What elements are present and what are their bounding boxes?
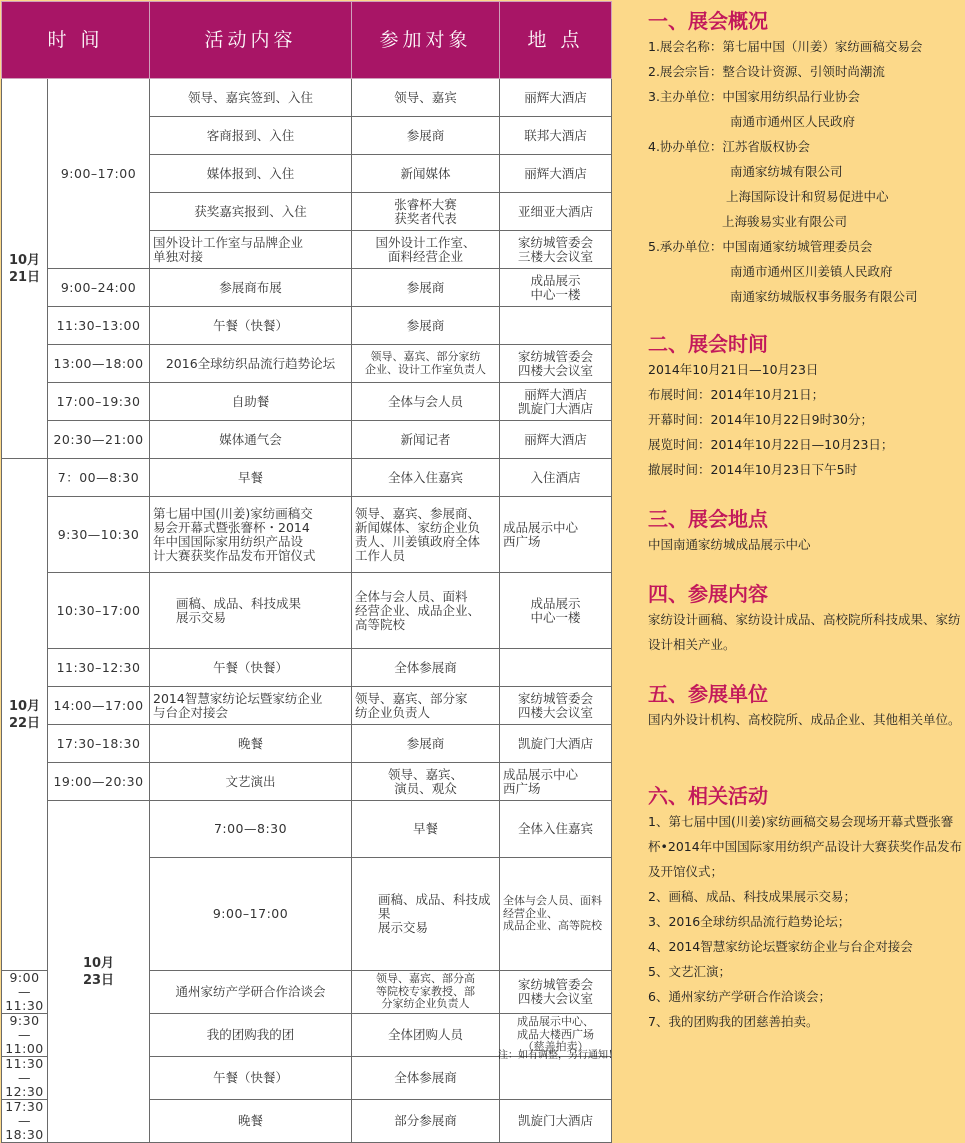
content-cell: 午餐（快餐）	[150, 1057, 352, 1100]
info-panel	[648, 8, 963, 1029]
time-cell: 17:00–19:30	[48, 383, 150, 421]
info-line: 上海国际设计和贸易促进中心	[726, 189, 889, 204]
section-title: 六、相关活动	[648, 784, 768, 808]
venue-cell: 成品展示 中心一楼	[500, 573, 612, 649]
content-cell: 画稿、成品、科技成果 展示交易	[150, 573, 352, 649]
participants-cell: 张睿杯大赛 获奖者代表	[352, 193, 500, 231]
info-line: 南通家纺城有限公司	[730, 164, 843, 179]
time-cell: 7:00—8:30	[150, 801, 352, 858]
header-time: 时 间	[2, 2, 150, 79]
participants-cell: 参展商	[352, 117, 500, 155]
activity-item: 3、2016全球纺织品流行趋势论坛；	[648, 914, 851, 929]
participants-cell: 领导、嘉宾、部分家纺 企业、设计工作室负责人	[352, 345, 500, 383]
section-title: 二、展会时间	[648, 332, 768, 356]
info-line: 5.承办单位：中国南通家纺城管理委员会	[648, 239, 873, 254]
content-cell: 媒体报到、入住	[150, 155, 352, 193]
section-title: 五、参展单位	[648, 682, 768, 706]
time-cell: 11:30—12:30	[2, 1057, 48, 1100]
content-cell: 媒体通气会	[150, 421, 352, 459]
table-row	[2, 763, 612, 801]
time-cell: 13:00—18:00	[48, 345, 150, 383]
venue-cell: 凯旋门大酒店	[500, 725, 612, 763]
table-row	[2, 421, 612, 459]
time-cell: 9:00–17:00	[150, 858, 352, 971]
participants-cell: 参展商	[352, 307, 500, 345]
info-line: 南通市通州区川姜镇人民政府	[730, 264, 893, 279]
activity-item: 7、我的团购我的团慈善拍卖。	[648, 1014, 819, 1029]
time-cell: 9:00—11:30	[2, 971, 48, 1014]
participants-cell: 全体入住嘉宾	[352, 459, 500, 497]
day-label: 10月 23日	[48, 801, 150, 1143]
time-cell: 19:00—20:30	[48, 763, 150, 801]
time-cell: 7：00—8:30	[48, 459, 150, 497]
content-cell: 自助餐	[150, 383, 352, 421]
info-line: 南通市通州区人民政府	[730, 114, 856, 129]
content-cell: 晚餐	[150, 1100, 352, 1143]
venue-cell: 成品展示中心 西广场	[500, 763, 612, 801]
venue-cell: 家纺城管委会 三楼大会议室	[500, 231, 612, 269]
day-label: 10月 22日	[2, 459, 48, 971]
info-line: 3.主办单位：中国家用纺织品行业协会	[648, 89, 860, 104]
activity-item: 6、通州家纺产学研合作洽谈会；	[648, 989, 831, 1004]
time-cell: 14:00—17:00	[48, 687, 150, 725]
info-line: 撤展时间：2014年10月23日下午5时	[648, 462, 858, 477]
participants-cell: 领导、嘉宾、部分家 纺企业负责人	[352, 687, 500, 725]
table-row	[2, 79, 612, 117]
table-row	[2, 801, 612, 858]
participants-cell: 全体参展商	[352, 1057, 500, 1100]
footnote: 注：如有调整，另行通知！	[498, 1050, 618, 1061]
content-cell: 晚餐	[150, 725, 352, 763]
schedule-table	[1, 1, 612, 1143]
participants-cell: 全体入住嘉宾	[500, 801, 612, 858]
time-cell: 11:30–13:00	[48, 307, 150, 345]
table-row	[2, 687, 612, 725]
venue-cell: 入住酒店	[500, 459, 612, 497]
participants-cell: 国外设计工作室、 面料经营企业	[352, 231, 500, 269]
info-line: 2014年10月21日—10月23日	[648, 362, 819, 377]
activity-item: 1、第七届中国(川姜)家纺画稿交易会现场开幕式暨张謇杯•2014年中国国际家用纺织产品设计大赛获奖作品发布及开馆仪式；	[648, 814, 963, 879]
info-line: 2.展会宗旨：整合设计资源、引领时尚潮流	[648, 64, 885, 79]
venue-cell: 家纺城管委会 四楼大会议室	[500, 687, 612, 725]
venue-cell: 联邦大酒店	[500, 117, 612, 155]
venue-cell: 凯旋门大酒店	[500, 1100, 612, 1143]
participants-cell: 领导、嘉宾、 演员、观众	[352, 763, 500, 801]
participants-cell: 全体与会人员、面料经营企业、 成品企业、高等院校	[500, 858, 612, 971]
info-paragraph: 家纺设计画稿、家纺设计成品、高校院所科技成果、家纺设计相关产业。	[648, 612, 961, 652]
time-cell: 20:30—21:00	[48, 421, 150, 459]
content-cell: 参展商布展	[150, 269, 352, 307]
content-cell: 第七届中国(川姜)家纺画稿交 易会开幕式暨张謇杯・2014 年中国国际家用纺织产品设 计大赛获奖作品发布开馆仪式	[150, 497, 352, 573]
content-cell: 2016全球纺织品流行趋势论坛	[150, 345, 352, 383]
section-title: 一、展会概况	[648, 9, 768, 33]
content-cell: 获奖嘉宾报到、入住	[150, 193, 352, 231]
participants-cell: 新闻记者	[352, 421, 500, 459]
content-cell: 午餐（快餐）	[150, 307, 352, 345]
table-row	[2, 345, 612, 383]
info-line: 展览时间：2014年10月22日—10月23日；	[648, 437, 894, 452]
content-cell: 画稿、成品、科技成果 展示交易	[352, 858, 500, 971]
section-activities	[648, 783, 963, 1034]
participants-cell: 参展商	[352, 269, 500, 307]
participants-cell: 领导、嘉宾、部分高 等院校专家教授、部 分家纺企业负责人	[352, 971, 500, 1014]
venue-cell: 丽辉大酒店 凯旋门大酒店	[500, 383, 612, 421]
participants-cell: 全体团购人员	[352, 1014, 500, 1057]
table-row	[2, 383, 612, 421]
table-row	[2, 307, 612, 345]
activity-item: 5、文艺汇演；	[648, 964, 731, 979]
header-participants: 参加对象	[352, 2, 500, 79]
venue-cell	[500, 307, 612, 345]
header-content: 活动内容	[150, 2, 352, 79]
participants-cell: 全体参展商	[352, 649, 500, 687]
table-row	[2, 269, 612, 307]
venue-cell: 丽辉大酒店	[500, 155, 612, 193]
time-cell: 9:00–17:00	[48, 79, 150, 269]
participants-cell: 部分参展商	[352, 1100, 500, 1143]
info-line: 中国南通家纺城成品展示中心	[648, 537, 811, 552]
venue-cell: 成品展示 中心一楼	[500, 269, 612, 307]
venue-cell: 家纺城管委会 四楼大会议室	[500, 971, 612, 1014]
activity-item: 4、2014智慧家纺论坛暨家纺企业与台企对接会	[648, 939, 913, 954]
content-cell: 早餐	[150, 459, 352, 497]
content-cell: 文艺演出	[150, 763, 352, 801]
section-exhibitors	[648, 681, 963, 732]
time-cell: 11:30–12:30	[48, 649, 150, 687]
table-row	[2, 573, 612, 649]
participants-cell: 新闻媒体	[352, 155, 500, 193]
time-cell: 10:30–17:00	[48, 573, 150, 649]
venue-cell: 亚细亚大酒店	[500, 193, 612, 231]
content-cell: 领导、嘉宾签到、入住	[150, 79, 352, 117]
venue-cell: 丽辉大酒店	[500, 79, 612, 117]
venue-cell: 成品展示中心、 成品大楼西广场 （慈善拍卖）	[500, 1014, 612, 1057]
table-row	[2, 459, 612, 497]
venue-cell: 家纺城管委会 四楼大会议室	[500, 345, 612, 383]
content-cell: 通州家纺产学研合作洽谈会	[150, 971, 352, 1014]
info-line: 上海骏易实业有限公司	[722, 214, 848, 229]
info-line: 4.协办单位：江苏省版权协会	[648, 139, 810, 154]
header-venue: 地 点	[500, 2, 612, 79]
participants-cell: 参展商	[352, 725, 500, 763]
participants-cell: 全体与会人员	[352, 383, 500, 421]
day-label: 10月 21日	[2, 79, 48, 459]
time-cell: 17:30–18:30	[48, 725, 150, 763]
participants-cell: 全体与会人员、面料 经营企业、成品企业、 高等院校	[352, 573, 500, 649]
section-venue	[648, 506, 963, 557]
content-cell: 2014智慧家纺论坛暨家纺企业 与台企对接会	[150, 687, 352, 725]
section-content	[648, 581, 963, 657]
time-cell: 9:00–24:00	[48, 269, 150, 307]
content-cell: 我的团购我的团	[150, 1014, 352, 1057]
table-row	[2, 725, 612, 763]
venue-cell: 成品展示中心 西广场	[500, 497, 612, 573]
info-paragraph: 国内外设计机构、高校院所、成品企业、其他相关单位。	[648, 712, 961, 727]
participants-cell: 领导、嘉宾、参展商、 新闻媒体、家纺企业负 责人、川姜镇政府全体 工作人员	[352, 497, 500, 573]
info-line: 开幕时间：2014年10月22日9时30分；	[648, 412, 873, 427]
section-title: 四、参展内容	[648, 582, 768, 606]
content-cell: 午餐（快餐）	[150, 649, 352, 687]
participants-cell: 领导、嘉宾	[352, 79, 500, 117]
content-cell: 客商报到、入住	[150, 117, 352, 155]
time-cell: 9:30—11:00	[2, 1014, 48, 1057]
venue-cell: 丽辉大酒店	[500, 421, 612, 459]
venue-cell	[500, 649, 612, 687]
table-row	[2, 649, 612, 687]
time-cell: 9:30—10:30	[48, 497, 150, 573]
content-cell: 早餐	[352, 801, 500, 858]
time-cell: 17:30—18:30	[2, 1100, 48, 1143]
section-time	[648, 331, 963, 482]
content-cell: 国外设计工作室与品牌企业 单独对接	[150, 231, 352, 269]
table-row	[2, 497, 612, 573]
venue-cell	[500, 1057, 612, 1100]
info-line: 布展时间：2014年10月21日；	[648, 387, 825, 402]
info-line: 1.展会名称：第七届中国（川姜）家纺画稿交易会	[648, 39, 923, 54]
section-title: 三、展会地点	[648, 507, 768, 531]
activity-item: 2、画稿、成品、科技成果展示交易；	[648, 889, 856, 904]
info-line: 南通家纺城版权事务服务有限公司	[730, 289, 918, 304]
